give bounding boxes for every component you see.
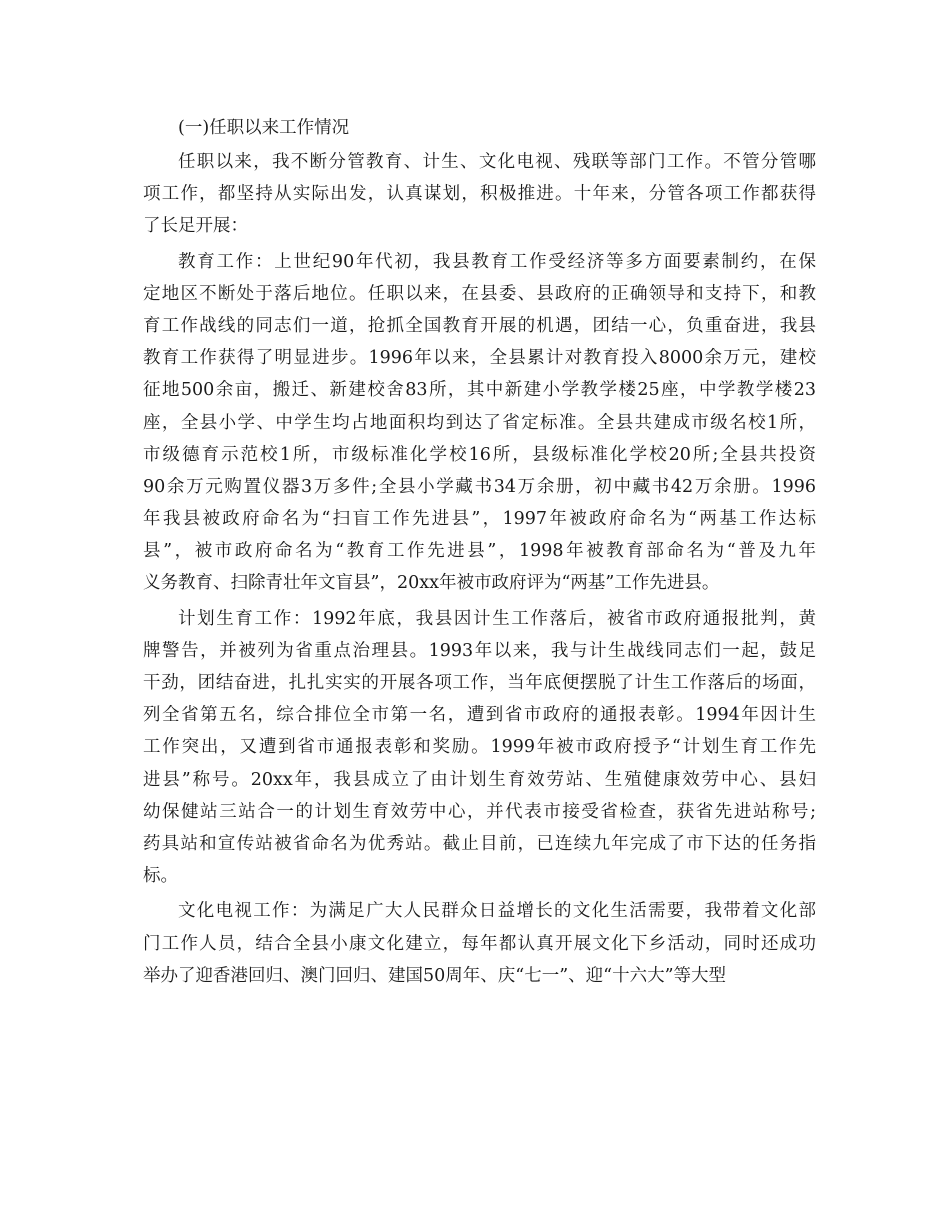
- text-line: 标。: [143, 866, 178, 887]
- paragraph: [143, 603, 816, 893]
- section-heading: (一)任职以来工作情况: [178, 118, 350, 138]
- text-line: 教育工作：上世纪90年代初，我县教育工作受经济等多方面要素制约，在保: [178, 251, 816, 272]
- text-line: 90余万元购置仪器3万多件;全县小学藏书34万余册，初中藏书42万余册。1996: [143, 476, 816, 497]
- text-line: 举办了迎香港回归、澳门回归、建国50周年、庆“七一”、迎“十六大”等大型: [143, 965, 727, 986]
- text-line: 计划生育工作：1992年底，我县因计生工作落后，被省市政府通报批判，黄: [178, 608, 816, 629]
- text-line: 门工作人员，结合全县小康文化建立，每年都认真开展文化下乡活动，同时还成功: [143, 933, 816, 954]
- document-body: [143, 146, 816, 992]
- text-line: 年我县被政府命名为“扫盲工作先进县”，1997年被政府命名为“两基工作达标: [143, 509, 816, 530]
- text-line: 干劲，团结奋进，扎扎实实的开展各项工作，当年底便摆脱了计生工作落后的场面，: [143, 673, 816, 693]
- text-line: 县”，被市政府命名为“教育工作先进县”，1998年被教育部命名为“普及九年: [143, 541, 816, 562]
- text-line: 座，全县小学、中学生均占地面积均到达了省定标准。全县共建成市级名校1所，: [143, 412, 816, 433]
- text-line: 市级德育示范校1所，市级标准化学校16所，县级标准化学校20所;全县共投资: [143, 444, 816, 465]
- text-line: 育工作战线的同志们一道，抢抓全国教育开展的机遇，团结一心，负重奋进，我县: [143, 315, 816, 336]
- text-line: 文化电视工作：为满足广大人民群众日益增长的文化生活需要，我带着文化部: [178, 901, 816, 922]
- paragraph: [143, 146, 816, 243]
- text-line: 任职以来，我不断分管教育、计生、文化电视、残联等部门工作。不管分管哪: [178, 152, 816, 172]
- text-line: 进县”称号。20xx年，我县成立了由计划生育效劳站、生殖健康效劳中心、县妇: [143, 769, 816, 790]
- text-line: 项工作，都坚持从实际出发，认真谋划，积极推进。十年来，分管各项工作都获得: [143, 184, 816, 205]
- document-page: [143, 110, 816, 992]
- text-line: 教育工作获得了明显进步。1996年以来，全县累计对教育投入8000余万元，建校: [143, 348, 816, 369]
- paragraph: [143, 246, 816, 600]
- text-line: 牌警告，并被列为省重点治理县。1993年以来，我与计生战线同志们一起，鼓足: [143, 640, 816, 661]
- paragraph: [143, 895, 816, 992]
- text-line: 列全省第五名，综合排位全市第一名，遭到省市政府的通报表彰。1994年因计生: [143, 705, 816, 726]
- text-line: 定地区不断处于落后地位。任职以来，在县委、县政府的正确领导和支持下，和教: [143, 283, 816, 304]
- text-line: 工作突出，又遭到省市通报表彰和奖励。1999年被市政府授予“计划生育工作先: [143, 737, 816, 758]
- text-line: 了长足开展：: [143, 216, 248, 237]
- text-line: 幼保健站三站合一的计划生育效劳中心，并代表市接受省检查，获省先进站称号;: [143, 801, 816, 822]
- text-line: 征地500余亩，搬迁、新建校舍83所，其中新建小学教学楼25座，中学教学楼23: [143, 380, 816, 401]
- text-line: 义务教育、扫除青壮年文盲县”，20xx年被市政府评为“两基”工作先进县。: [143, 573, 720, 594]
- text-line: 药具站和宣传站被省命名为优秀站。截止目前，已连续九年完成了市下达的任务指: [143, 833, 816, 854]
